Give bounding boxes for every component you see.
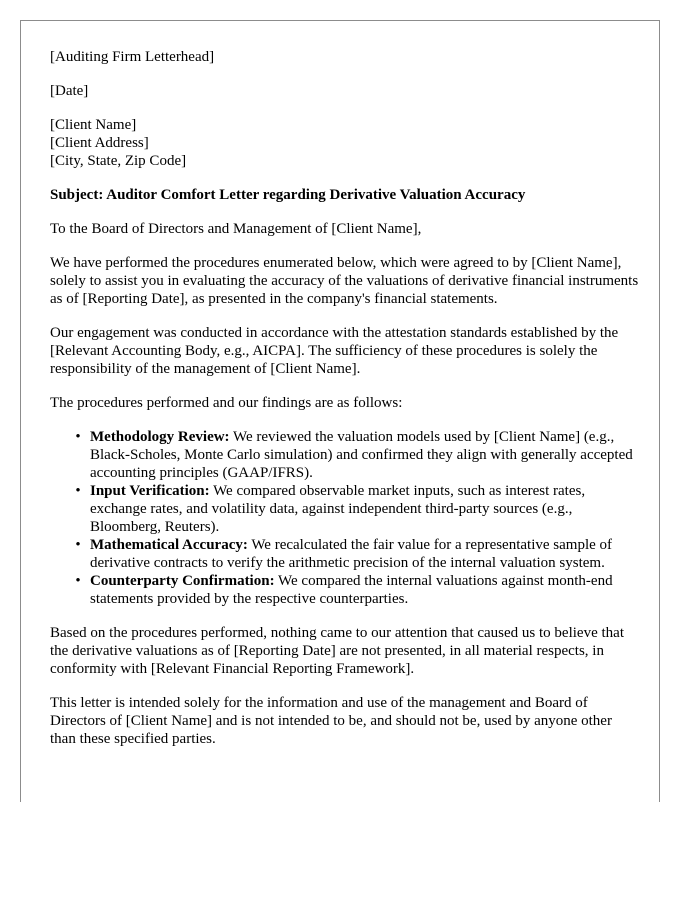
letter-body xyxy=(50,48,640,764)
procedures-list xyxy=(50,428,640,608)
client-name: [Client Name] xyxy=(50,117,137,133)
list-item-mathematical-accuracy xyxy=(75,536,640,572)
procedure-text: We reviewed the valuation models used by [Client Name] (e.g., Black-Scholes, Monte Carlo simulation) and confirmed they align with generally accepted accounting principles (GAAP/IFRS). xyxy=(90,429,633,481)
subject-line: Subject: Auditor Comfort Letter regarding Derivative Valuation Accuracy xyxy=(50,187,526,203)
letter-date: [Date] xyxy=(50,83,89,99)
procedure-term: Counterparty Confirmation: xyxy=(90,573,275,589)
procedure-term: Methodology Review: xyxy=(90,429,230,445)
procedure-text: We compared observable market inputs, such as interest rates, exchange rates, and volatility data, against independent third-party sources (e.g., Bloomberg, Reuters). xyxy=(90,483,586,535)
procedures-intro: The procedures performed and our findings are as follows: xyxy=(50,395,403,411)
client-address-block xyxy=(50,116,640,170)
conclusion-paragraph: Based on the procedures performed, nothing came to our attention that caused us to believe that the derivative valuations as of [Reporting Date] are not presented, in all material respects, in conformity with [Relevant Financial Reporting Framework]. xyxy=(50,625,624,677)
bullet-icon: • xyxy=(75,537,81,553)
intro-paragraph: We have performed the procedures enumerated below, which were agreed to by [Client Name], solely to assist you in evaluating the accuracy of the valuations of derivative financial instruments as of [Reporting Date], as presented in the company's financial statements. xyxy=(50,255,639,307)
restriction-paragraph: This letter is intended solely for the information and use of the management and Board of Directors of [Client Name] and is not intended to be, and should not be, used by anyone other than these specified parties. xyxy=(50,695,612,747)
letterhead: [Auditing Firm Letterhead] xyxy=(50,49,215,65)
salutation: To the Board of Directors and Management of [Client Name], xyxy=(50,221,422,237)
list-item-methodology-review xyxy=(75,428,640,482)
procedure-text: We recalculated the fair value for a representative sample of derivative contracts to verify the arithmetic precision of the internal valuation system. xyxy=(90,537,613,571)
bullet-icon: • xyxy=(75,573,81,589)
client-city-state-zip: [City, State, Zip Code] xyxy=(50,153,187,169)
procedure-term: Mathematical Accuracy: xyxy=(90,537,248,553)
bullet-icon: • xyxy=(75,483,81,499)
bullet-icon: • xyxy=(75,429,81,445)
engagement-paragraph: Our engagement was conducted in accordance with the attestation standards established by the [Relevant Accounting Body, e.g., AICPA]. The sufficiency of these procedures is solely the responsibility of the management of [Client Name]. xyxy=(50,325,619,377)
client-address: [Client Address] xyxy=(50,135,149,151)
procedure-term: Input Verification: xyxy=(90,483,210,499)
procedure-text: We compared the internal valuations against month-end statements provided by the respective counterparties. xyxy=(90,573,613,607)
list-item-counterparty-confirmation xyxy=(75,572,640,608)
list-item-input-verification xyxy=(75,482,640,536)
letter-page xyxy=(20,20,660,802)
